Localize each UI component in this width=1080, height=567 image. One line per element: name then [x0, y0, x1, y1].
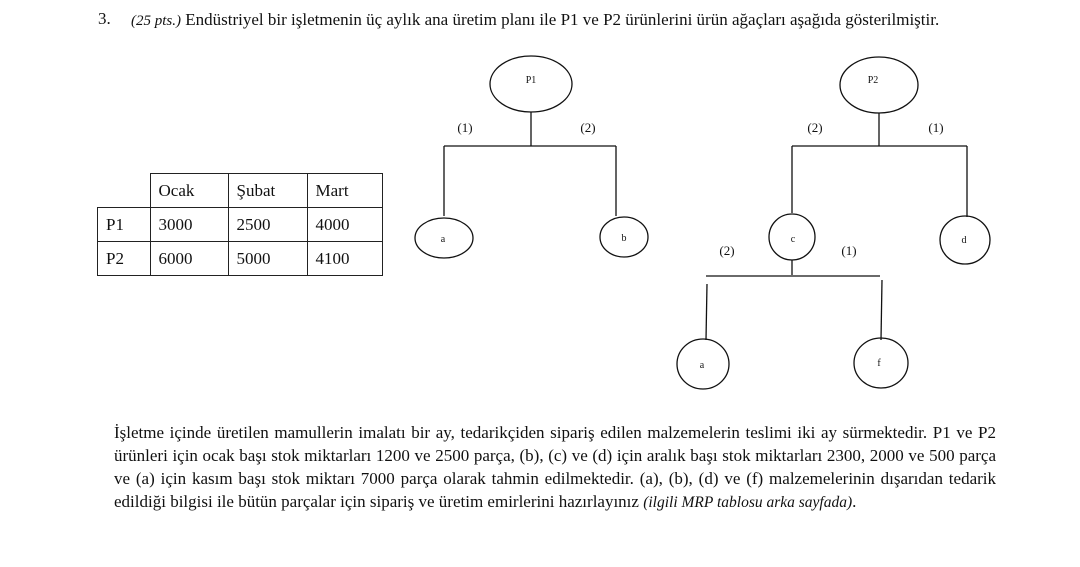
qty-label: (2) [807, 120, 823, 135]
node-label: a [699, 360, 705, 371]
qty-label: (1) [841, 243, 857, 258]
node-label: c [790, 234, 796, 245]
node-p2 [840, 57, 918, 113]
table-header-cell: Ocak [150, 174, 228, 208]
tree-line [706, 284, 707, 340]
table-header-cell: Şubat [228, 174, 307, 208]
node-label: a [440, 234, 446, 245]
table-cell: 5000 [228, 242, 307, 276]
node-label: b [621, 233, 627, 244]
qty-label: (1) [928, 120, 944, 135]
table-cell: 4100 [307, 242, 382, 276]
table-cell: 3000 [150, 208, 228, 242]
node-label: f [877, 358, 881, 369]
node-label: P1 [525, 75, 537, 86]
table-cell: 4000 [307, 208, 382, 242]
qty-label: (2) [719, 243, 735, 258]
paragraph-end: . [852, 492, 857, 511]
paragraph-note: (ilgili MRP tablosu arka sayfada) [643, 494, 853, 511]
table-cell: P2 [98, 242, 151, 276]
question-number: 3. [98, 9, 111, 28]
table-cell: P1 [98, 208, 151, 242]
node-f [854, 338, 908, 388]
node-label: P2 [867, 75, 879, 86]
tree-line [881, 280, 882, 340]
node-label: d [961, 235, 967, 246]
paragraph-body: İşletme içinde üretilen mamullerin imalatı bir ay, tedarikçiden sipariş edilen malzemelerin teslimi iki ay sürmektedir. P1 ve P2 ürünleri için ocak başı stok miktarları 1200 ve 2500 parça, (b), (c) ve (d) için aralık başı stok miktarları 2300, 2000 ve 500 parça ve (a) için kasım başı stok miktarı 7000 parça olarak tahmin edilmektedir. (a), (b), (d) ve (f) malzemelerinin dışarıdan tedarik edildiği bilgisi ile bütün parçalar için sipariş ve üretim emirlerini hazırlayınız [114, 423, 996, 511]
qty-label: (2) [580, 120, 596, 135]
problem-paragraph [114, 421, 996, 514]
table-cell: 6000 [150, 242, 228, 276]
question-body: Endüstriyel bir işletmenin üç aylık ana üretim planı ile P1 ve P2 ürünlerini ürün ağaçları aşağıda gösterilmiştir. [181, 10, 940, 29]
question-points: (25 pts.) [131, 13, 181, 29]
qty-label: (1) [457, 120, 473, 135]
table-cell: 2500 [228, 208, 307, 242]
table-header-cell: Mart [307, 174, 382, 208]
